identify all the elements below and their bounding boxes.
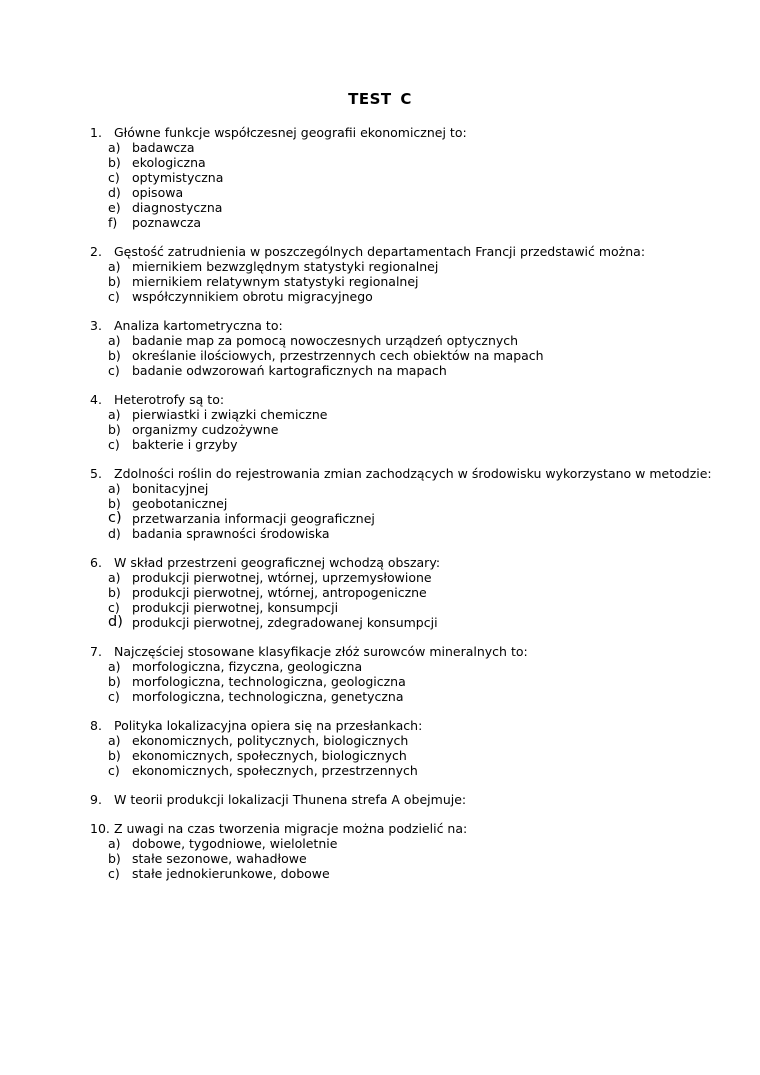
answer-letter: a) (108, 659, 121, 674)
answer-option (90, 511, 730, 526)
answer-option (90, 763, 730, 778)
answer-option (90, 836, 730, 851)
question-text: Najczęściej stosowane klasyfikacje złóż surowców mineralnych to: (114, 644, 528, 659)
answer-text: przetwarzania informacji geograficznej (132, 511, 375, 526)
answer-option (90, 866, 730, 881)
question-text: Gęstość zatrudnienia w poszczególnych departamentach Francji przedstawić można: (114, 244, 646, 259)
answer-letter: f) (108, 215, 118, 230)
answer-text: stałe jednokierunkowe, dobowe (132, 866, 330, 881)
answer-option (90, 615, 730, 630)
answer-text: badanie odwzorowań kartograficznych na mapach (132, 363, 447, 378)
question-line (90, 555, 730, 570)
answer-option (90, 851, 730, 866)
question-line (90, 792, 730, 807)
answer-text: morfologiczna, fizyczna, geologiczna (132, 659, 363, 674)
answer-text: morfologiczna, technologiczna, geologiczna (132, 674, 406, 689)
answer-text: ekonomicznych, społecznych, przestrzennych (132, 763, 418, 778)
answer-text: poznawcza (132, 215, 202, 230)
answer-text: badania sprawności środowiska (132, 526, 330, 541)
answer-letter: c) (108, 763, 120, 778)
answer-option (90, 333, 730, 348)
answer-letter: d) (108, 614, 123, 630)
answer-text: stałe sezonowe, wahadłowe (132, 851, 307, 866)
answer-text: badanie map za pomocą nowoczesnych urządzeń optycznych (132, 333, 519, 348)
answer-letter: c) (108, 170, 120, 185)
answer-letter: d) (108, 185, 121, 200)
answer-letter: c) (108, 510, 122, 526)
answer-text: opisowa (132, 185, 184, 200)
answer-text: morfologiczna, technologiczna, genetyczna (132, 689, 404, 704)
answer-letter: a) (108, 836, 121, 851)
answer-option (90, 659, 730, 674)
question-number: 2. (90, 244, 102, 259)
question-text: Polityka lokalizacyjna opiera się na przesłankach: (114, 718, 423, 733)
answer-letter: b) (108, 851, 121, 866)
answer-option (90, 289, 730, 304)
answer-option (90, 437, 730, 452)
question-line (90, 644, 730, 659)
answer-letter: b) (108, 422, 121, 437)
answer-text: produkcji pierwotnej, wtórnej, antropogeniczne (132, 585, 427, 600)
answer-text: ekologiczna (132, 155, 206, 170)
question-number: 8. (90, 718, 102, 733)
question-4 (90, 392, 730, 452)
answer-letter: a) (108, 733, 121, 748)
question-text: W teorii produkcji lokalizacji Thunena strefa A obejmuje: (114, 792, 467, 807)
question-9 (90, 792, 730, 807)
answer-letter: c) (108, 289, 120, 304)
question-line (90, 718, 730, 733)
answer-letter: b) (108, 155, 121, 170)
question-text: W skład przestrzeni geograficznej wchodzą obszary: (114, 555, 441, 570)
question-text: Heterotrofy są to: (114, 392, 225, 407)
answer-option (90, 481, 730, 496)
question-line (90, 392, 730, 407)
question-3 (90, 318, 730, 378)
answer-option (90, 733, 730, 748)
answer-text: współczynnikiem obrotu migracyjnego (132, 289, 373, 304)
question-text: Zdolności roślin do rejestrowania zmian zachodzących w środowisku wykorzystano w metodzie: (114, 466, 712, 481)
answer-text: miernikiem relatywnym statystyki regionalnej (132, 274, 419, 289)
answer-text: produkcji pierwotnej, konsumpcji (132, 600, 339, 615)
answer-letter: a) (108, 570, 121, 585)
question-number: 3. (90, 318, 102, 333)
answer-option (90, 570, 730, 585)
answer-option (90, 422, 730, 437)
answer-option (90, 407, 730, 422)
answer-text: produkcji pierwotnej, zdegradowanej konsumpcji (132, 615, 438, 630)
answer-option (90, 185, 730, 200)
question-number: 1. (90, 125, 102, 140)
answer-option (90, 215, 730, 230)
answer-text: dobowe, tygodniowe, wieloletnie (132, 836, 338, 851)
answer-letter: c) (108, 866, 120, 881)
answer-text: miernikiem bezwzględnym statystyki regionalnej (132, 259, 439, 274)
answer-letter: d) (108, 526, 121, 541)
question-number: 9. (90, 792, 102, 807)
answer-text: badawcza (132, 140, 195, 155)
answer-text: ekonomicznych, społecznych, biologicznych (132, 748, 407, 763)
question-text: Z uwagi na czas tworzenia migracje można podzielić na: (114, 821, 468, 836)
question-5 (90, 466, 730, 541)
answer-text: produkcji pierwotnej, wtórnej, uprzemysłowione (132, 570, 432, 585)
answer-letter: a) (108, 259, 121, 274)
answer-letter: a) (108, 333, 121, 348)
question-line (90, 125, 730, 140)
question-number: 6. (90, 555, 102, 570)
question-line (90, 244, 730, 259)
answer-letter: e) (108, 200, 121, 215)
answer-option (90, 274, 730, 289)
answer-option (90, 496, 730, 511)
question-number: 7. (90, 644, 102, 659)
answer-option (90, 155, 730, 170)
question-number: 10. (90, 821, 110, 836)
question-list (90, 125, 730, 895)
question-number: 4. (90, 392, 102, 407)
answer-text: pierwiastki i związki chemiczne (132, 407, 328, 422)
answer-option (90, 259, 730, 274)
answer-option (90, 689, 730, 704)
answer-letter: b) (108, 585, 121, 600)
question-text: Główne funkcje współczesnej geografii ekonomicznej to: (114, 125, 467, 140)
question-6 (90, 555, 730, 630)
question-number: 5. (90, 466, 102, 481)
question-10 (90, 821, 730, 881)
question-text: Analiza kartometryczna to: (114, 318, 283, 333)
answer-letter: b) (108, 496, 121, 511)
answer-letter: a) (108, 140, 121, 155)
answer-letter: c) (108, 600, 120, 615)
question-7 (90, 644, 730, 704)
answer-text: organizmy cudzożywne (132, 422, 279, 437)
question-8 (90, 718, 730, 778)
answer-option (90, 526, 730, 541)
question-line (90, 466, 730, 481)
answer-letter: b) (108, 348, 121, 363)
answer-option (90, 748, 730, 763)
answer-option (90, 200, 730, 215)
answer-text: bonitacyjnej (132, 481, 209, 496)
answer-text: określanie ilościowych, przestrzennych cech obiektów na mapach (132, 348, 544, 363)
answer-letter: c) (108, 437, 120, 452)
answer-text: optymistyczna (132, 170, 224, 185)
answer-letter: b) (108, 748, 121, 763)
question-line (90, 821, 730, 836)
answer-option (90, 140, 730, 155)
answer-text: ekonomicznych, politycznych, biologicznych (132, 733, 409, 748)
question-2 (90, 244, 730, 304)
answer-letter: c) (108, 363, 120, 378)
answer-letter: b) (108, 274, 121, 289)
page-title: TEST C (348, 90, 412, 108)
answer-letter: a) (108, 481, 121, 496)
question-1 (90, 125, 730, 230)
answer-option (90, 363, 730, 378)
answer-option (90, 674, 730, 689)
answer-text: bakterie i grzyby (132, 437, 238, 452)
answer-option (90, 170, 730, 185)
answer-option (90, 600, 730, 615)
answer-text: geobotanicznej (132, 496, 228, 511)
answer-letter: c) (108, 689, 120, 704)
answer-letter: b) (108, 674, 121, 689)
answer-option (90, 585, 730, 600)
answer-option (90, 348, 730, 363)
question-line (90, 318, 730, 333)
answer-letter: a) (108, 407, 121, 422)
answer-text: diagnostyczna (132, 200, 223, 215)
